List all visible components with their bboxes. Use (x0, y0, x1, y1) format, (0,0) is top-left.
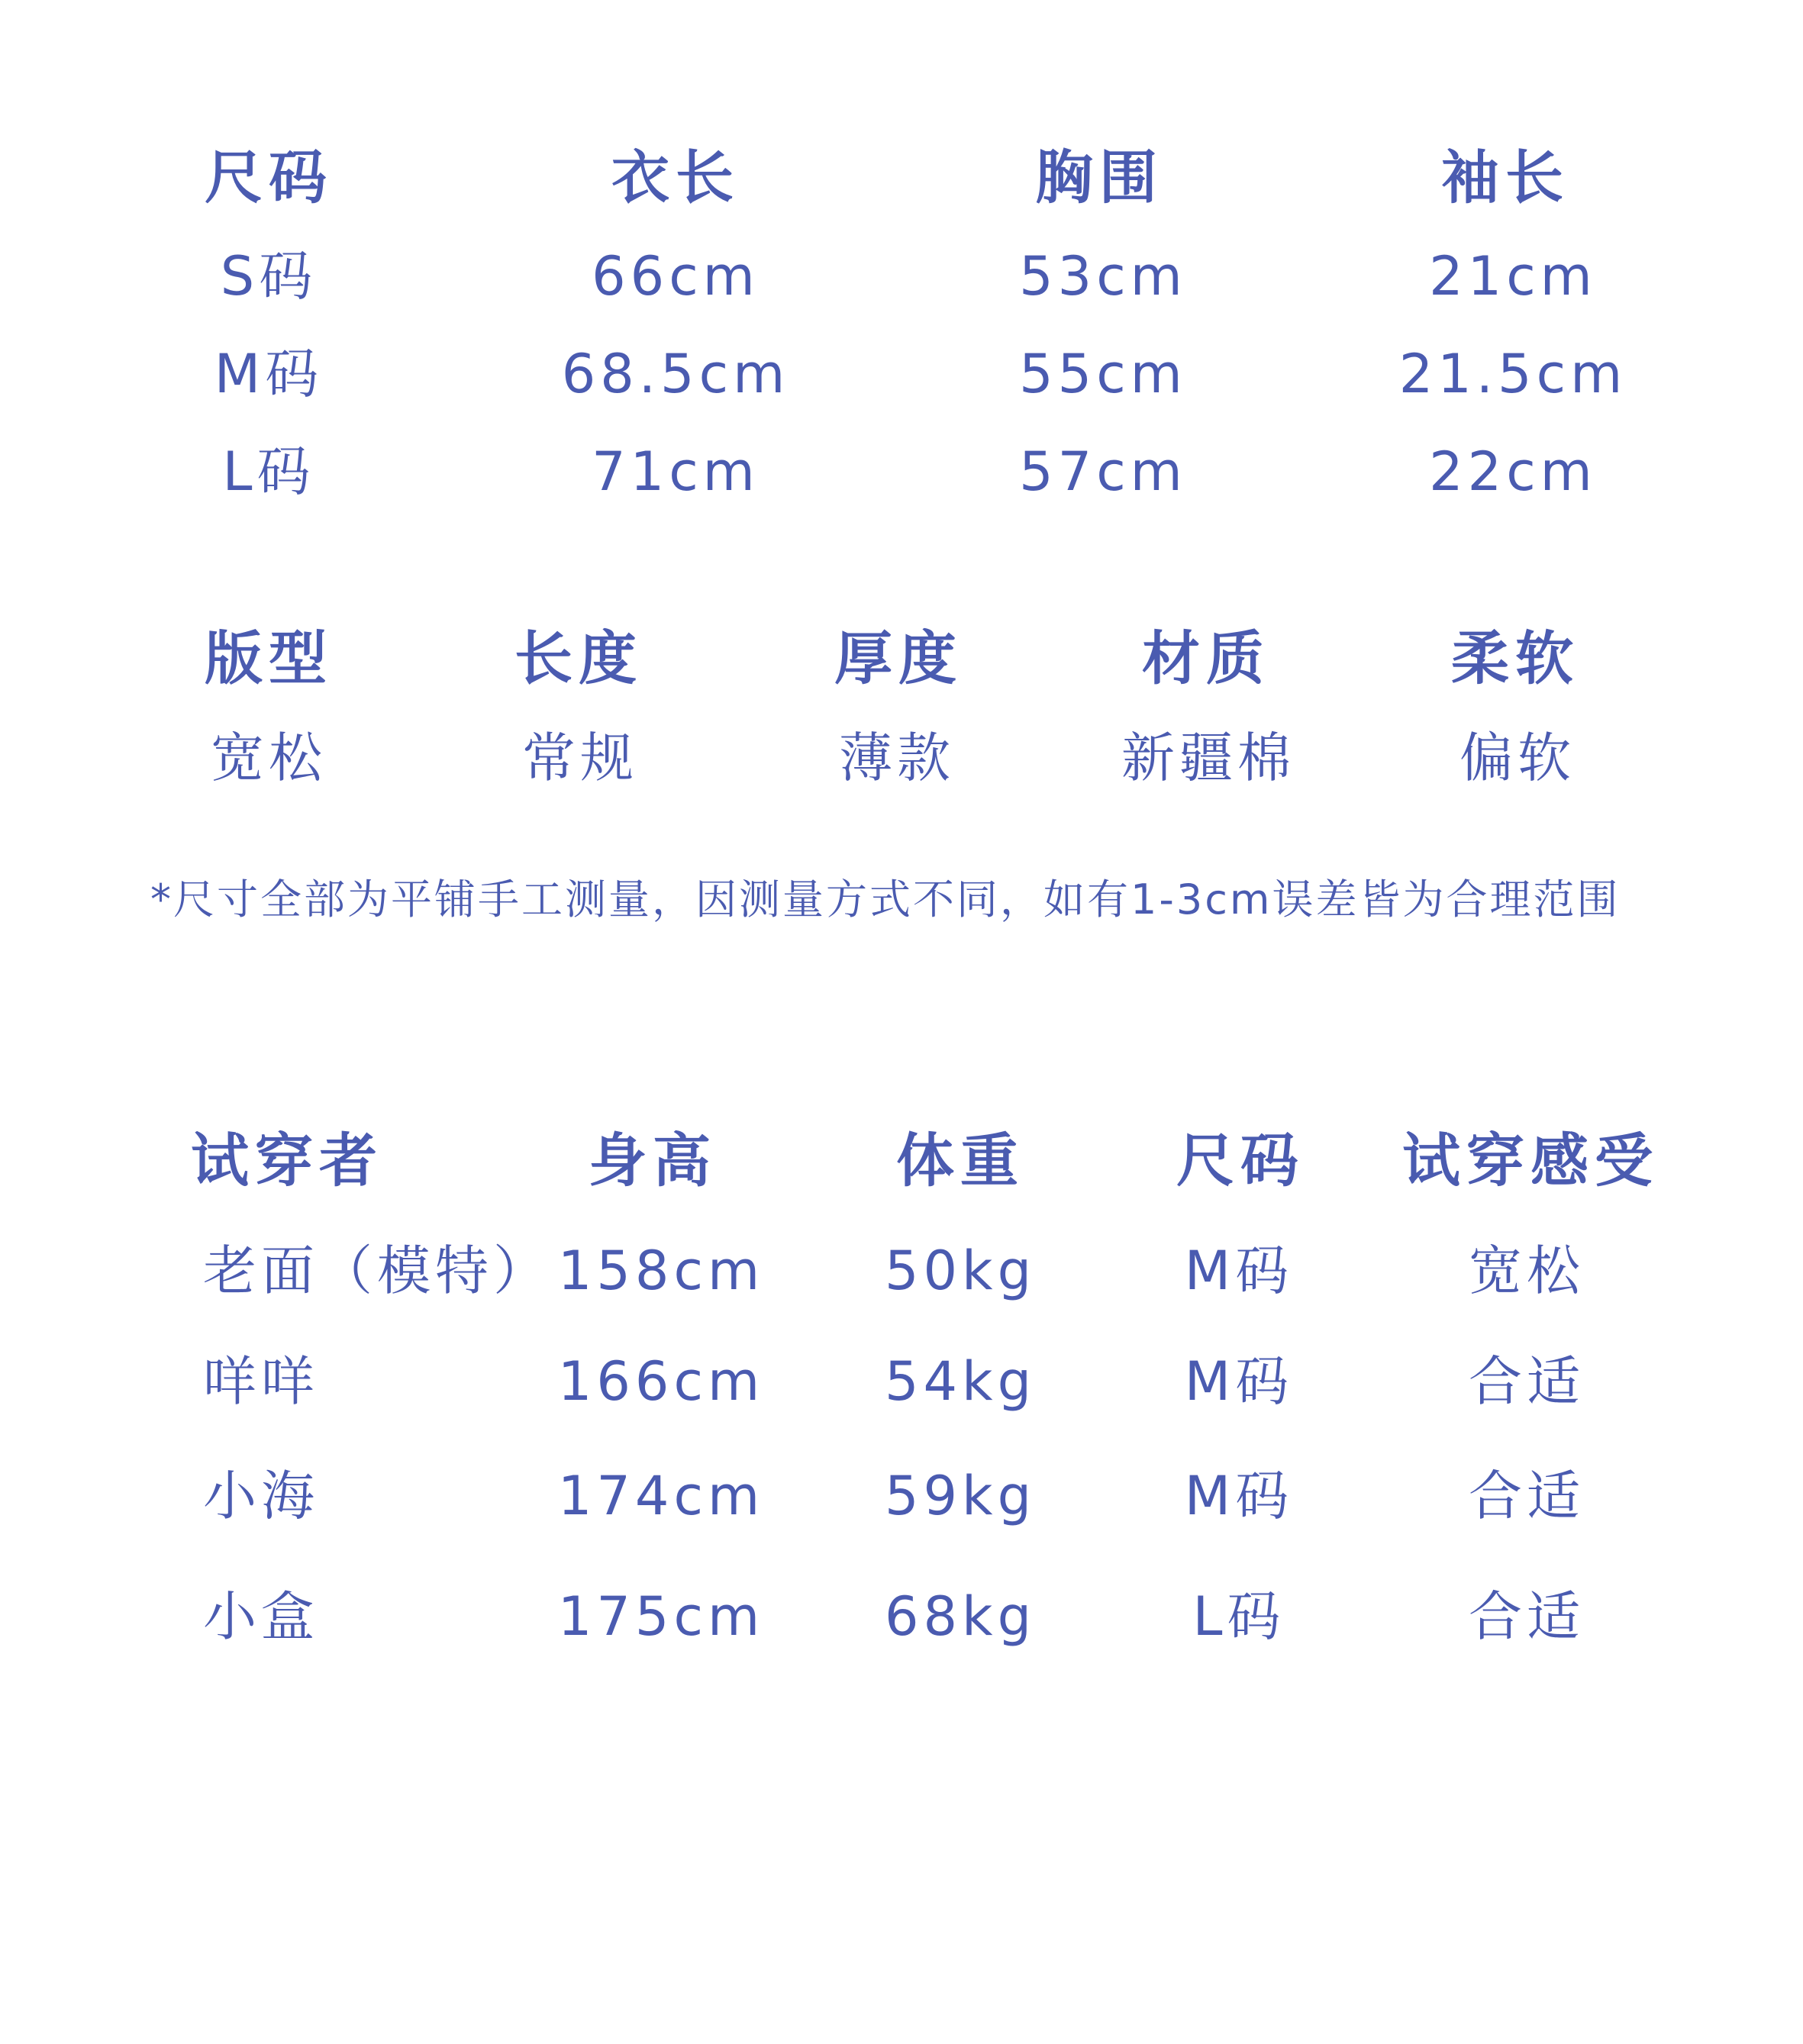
size-table-cell: L码 (222, 440, 315, 503)
size-table-cell: 22cm (1429, 440, 1597, 503)
tryon-cell: 合适 (1469, 1350, 1585, 1413)
attribute-header: 版型 (205, 624, 333, 692)
tryon-cell: 50kg (884, 1240, 1037, 1302)
size-table-cell: 55cm (1019, 343, 1187, 405)
size-table-cell: 71cm (592, 440, 760, 503)
tryon-cell: 166cm (557, 1350, 765, 1413)
attribute-header: 厚度 (834, 624, 963, 692)
size-table-header: 尺码 (205, 143, 333, 211)
size-table-cell: 66cm (592, 245, 760, 308)
attribute-value: 薄款 (839, 727, 955, 789)
attribute-value: 常规 (522, 727, 638, 789)
tryon-cell: 54kg (884, 1350, 1037, 1413)
tryon-cell: 68kg (884, 1585, 1037, 1648)
tryon-header: 体重 (896, 1127, 1024, 1194)
tryon-cell: 59kg (884, 1465, 1037, 1527)
attribute-header: 柔软 (1451, 624, 1579, 692)
tryon-cell: M码 (1184, 1465, 1294, 1527)
tryon-cell: M码 (1184, 1350, 1294, 1413)
tryon-cell: 合适 (1469, 1465, 1585, 1527)
tryon-header: 尺码 (1176, 1127, 1305, 1194)
tryon-header: 试穿者 (191, 1127, 383, 1194)
size-table-cell: 68.5cm (561, 343, 790, 405)
size-table-cell: M码 (214, 343, 324, 405)
tryon-cell: 小盒 (203, 1585, 319, 1648)
tryon-cell: 老面（模特） (203, 1240, 551, 1302)
tryon-header: 试穿感受 (1402, 1127, 1659, 1194)
size-table-header: 胸围 (1035, 143, 1163, 211)
attribute-header: 长度 (514, 624, 643, 692)
attribute-value: 新疆棉 (1121, 727, 1295, 789)
size-table-cell: S码 (220, 245, 318, 308)
tryon-header: 身高 (589, 1127, 717, 1194)
size-table-cell: 57cm (1019, 440, 1187, 503)
size-table-cell: 53cm (1019, 245, 1187, 308)
tryon-cell: L码 (1192, 1585, 1285, 1648)
attribute-header: 材质 (1142, 624, 1270, 692)
measurement-note: *尺寸全部为平铺手工测量，因测量方式不同，如有1-3cm误差皆为合理范围 (150, 875, 1621, 924)
size-table-header: 袖长 (1441, 143, 1569, 211)
size-table-header: 衣长 (611, 143, 740, 211)
tryon-cell: 158cm (557, 1240, 765, 1302)
tryon-cell: 合适 (1469, 1585, 1585, 1648)
attribute-value: 偏软 (1459, 727, 1576, 789)
tryon-cell: 174cm (557, 1465, 765, 1527)
tryon-cell: 宽松 (1469, 1240, 1585, 1302)
tryon-cell: M码 (1184, 1240, 1294, 1302)
tryon-cell: 175cm (557, 1585, 765, 1648)
attribute-value: 宽松 (211, 727, 327, 789)
size-table-cell: 21cm (1429, 245, 1597, 308)
tryon-cell: 咩咩 (203, 1350, 319, 1413)
size-table-cell: 21.5cm (1398, 343, 1627, 405)
tryon-cell: 小海 (203, 1465, 319, 1527)
